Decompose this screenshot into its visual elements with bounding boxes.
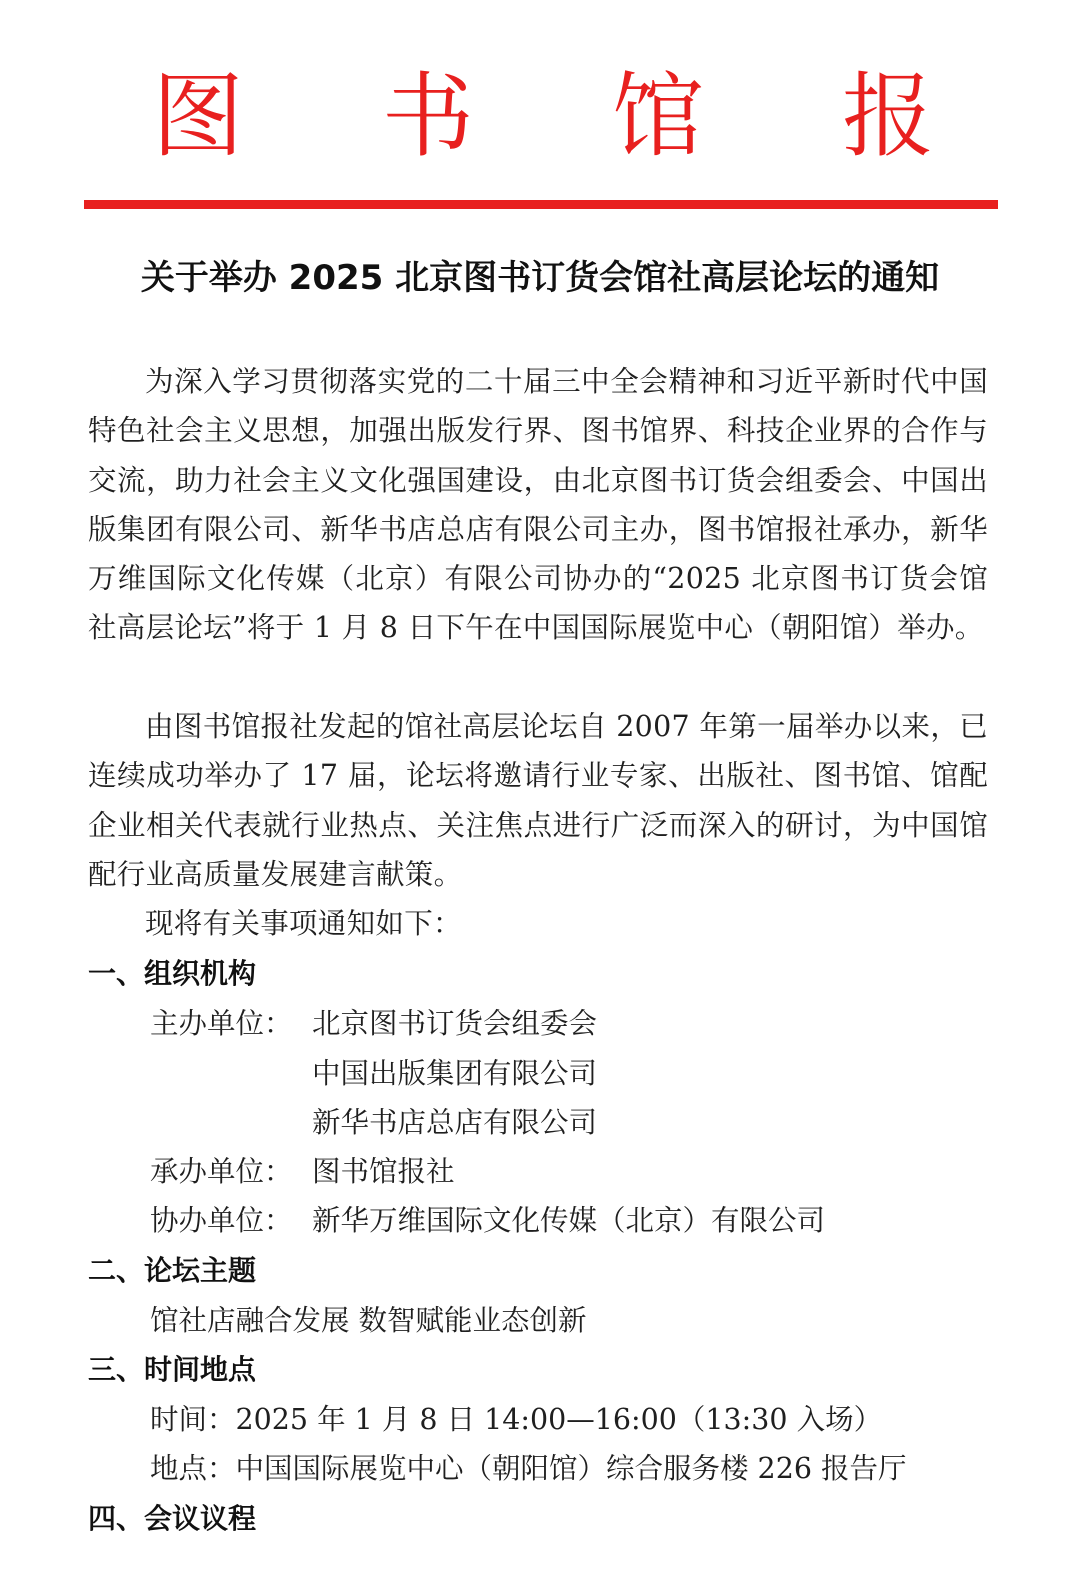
forum-theme: 馆社店融合发展 数智赋能业态创新 (150, 1304, 587, 1337)
event-place: 地点：中国国际展览中心（朝阳馆）综合服务楼 226 报告厅 (150, 1452, 907, 1485)
host-1: 北京图书订货会组委会 (312, 1007, 598, 1040)
host-3: 新华书店总店有限公司 (312, 1106, 598, 1139)
masthead-char-2: 书 (382, 63, 475, 170)
host-2: 中国出版集团有限公司 (312, 1057, 598, 1090)
coorganizer: 新华万维国际文化传媒（北京）有限公司 (312, 1204, 826, 1237)
paragraph-1: 为深入学习贯彻落实党的二十届三中全会精神和习近平新时代中国特色社会主义思想，加强出版发行界、图书馆界、科技企业界的合作与交流，助力社会主义文化强国建设，由北京图书订货会组委会、中国出版集团有限公司、新华书店总店有限公司主办，图书馆报社承办，新华万维国际文化传媒（北京）有限公司协办的“2025 北京图书订货会馆社高层论坛”将于 1 月 8 日下午在中国国际展览中心（朝阳馆）举办。 (88, 365, 988, 645)
section-heading-timeplace: 三、时间地点 (88, 1353, 257, 1386)
masthead (0, 62, 1080, 172)
coorganizer-label: 协办单位： (150, 1204, 293, 1237)
masthead-char-1: 图 (152, 63, 245, 170)
host-label: 主办单位： (150, 1007, 293, 1040)
section-heading-org: 一、组织机构 (88, 957, 257, 990)
notice-body (88, 357, 988, 653)
section-heading-agenda: 四、会议议程 (88, 1502, 257, 1535)
section-heading-theme: 二、论坛主题 (88, 1254, 257, 1287)
masthead-divider (84, 200, 998, 209)
paragraph-3: 现将有关事项通知如下： (145, 907, 462, 940)
masthead-char-3: 馆 (612, 63, 705, 170)
organizer-label: 承办单位： (150, 1155, 293, 1188)
notice-body-2 (88, 702, 988, 899)
organizer: 图书馆报社 (312, 1155, 455, 1188)
event-time: 时间：2025 年 1 月 8 日 14:00—16:00（13:30 入场） (150, 1403, 883, 1436)
paragraph-2: 由图书馆报社发起的馆社高层论坛自 2007 年第一届举办以来，已连续成功举办了 17 届，论坛将邀请行业专家、出版社、图书馆、馆配企业相关代表就行业热点、关注焦点进行广泛而深入的研讨，为中国馆配行业高质量发展建言献策。 (88, 710, 988, 891)
notice-title: 关于举办 2025 北京图书订货会馆社高层论坛的通知 (140, 258, 940, 298)
masthead-char-4: 报 (842, 63, 935, 170)
notice-body-3 (88, 899, 988, 948)
